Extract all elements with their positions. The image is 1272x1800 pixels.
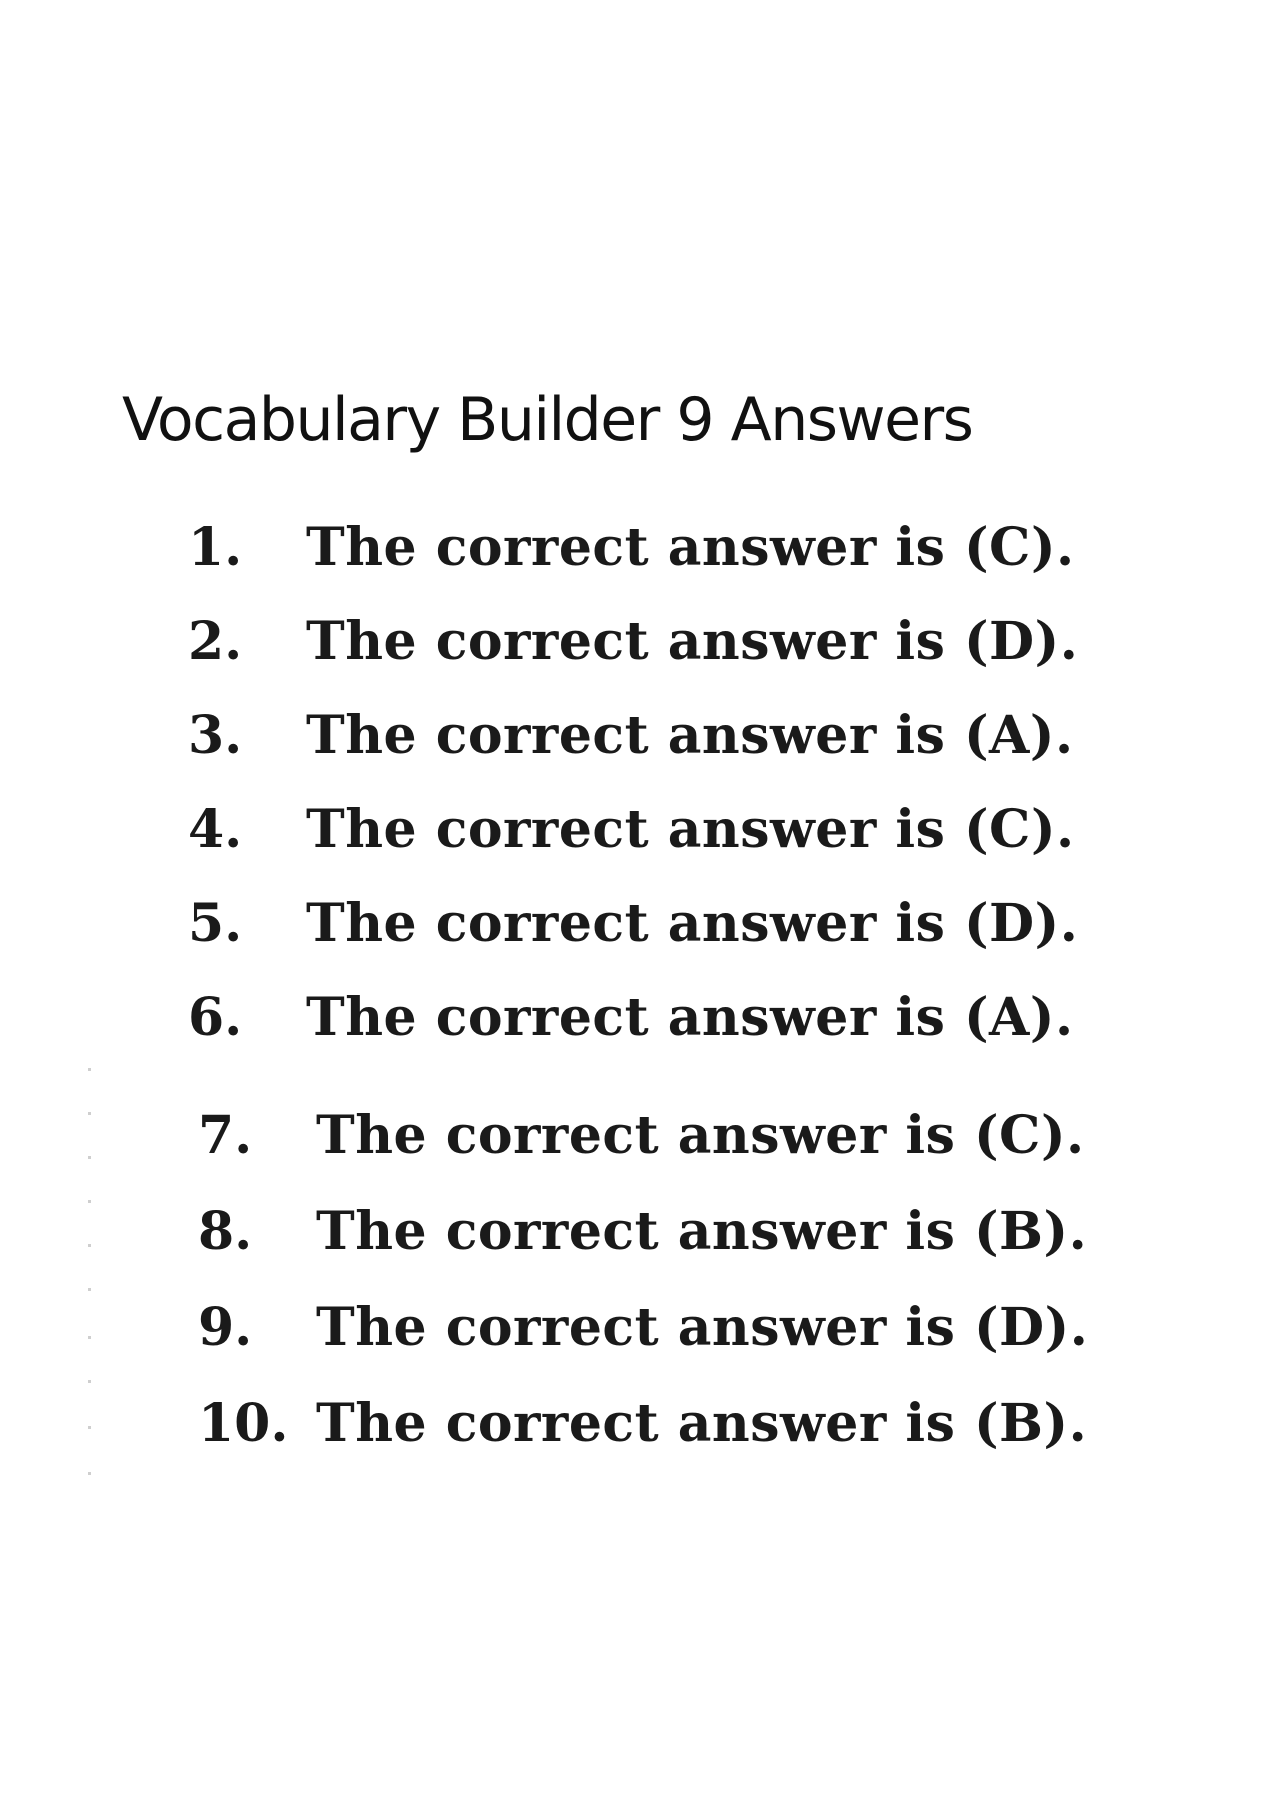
answer-number: 5. <box>188 893 243 954</box>
answer-text: The correct answer is (A). <box>306 987 1074 1048</box>
scan-speck <box>88 1380 91 1383</box>
answer-number: 1. <box>188 517 243 578</box>
answer-number: 6. <box>188 987 243 1048</box>
answer-number: 9. <box>198 1297 253 1358</box>
page-title: Vocabulary Builder 9 Answers <box>122 385 973 455</box>
answer-number: 2. <box>188 611 243 672</box>
answer-number: 7. <box>198 1105 253 1166</box>
answer-text: The correct answer is (B). <box>316 1201 1088 1262</box>
scan-speck <box>88 1336 91 1339</box>
answer-number: 10. <box>198 1393 289 1454</box>
answer-text: The correct answer is (D). <box>306 611 1079 672</box>
answer-number: 4. <box>188 799 243 860</box>
scan-speck <box>88 1200 91 1203</box>
answer-text: The correct answer is (D). <box>316 1297 1089 1358</box>
scan-speck <box>88 1156 91 1159</box>
answer-text: The correct answer is (A). <box>306 705 1074 766</box>
answer-text: The correct answer is (C). <box>306 517 1075 578</box>
scan-speck <box>88 1426 91 1429</box>
scan-speck <box>88 1288 91 1291</box>
answer-text: The correct answer is (C). <box>316 1105 1085 1166</box>
scan-speck <box>88 1112 91 1115</box>
scan-speck <box>88 1472 91 1475</box>
scan-speck <box>88 1244 91 1247</box>
answer-number: 3. <box>188 705 243 766</box>
answer-number: 8. <box>198 1201 253 1262</box>
answer-text: The correct answer is (D). <box>306 893 1079 954</box>
answer-text: The correct answer is (B). <box>316 1393 1088 1454</box>
answer-text: The correct answer is (C). <box>306 799 1075 860</box>
scan-speck <box>88 1068 91 1071</box>
